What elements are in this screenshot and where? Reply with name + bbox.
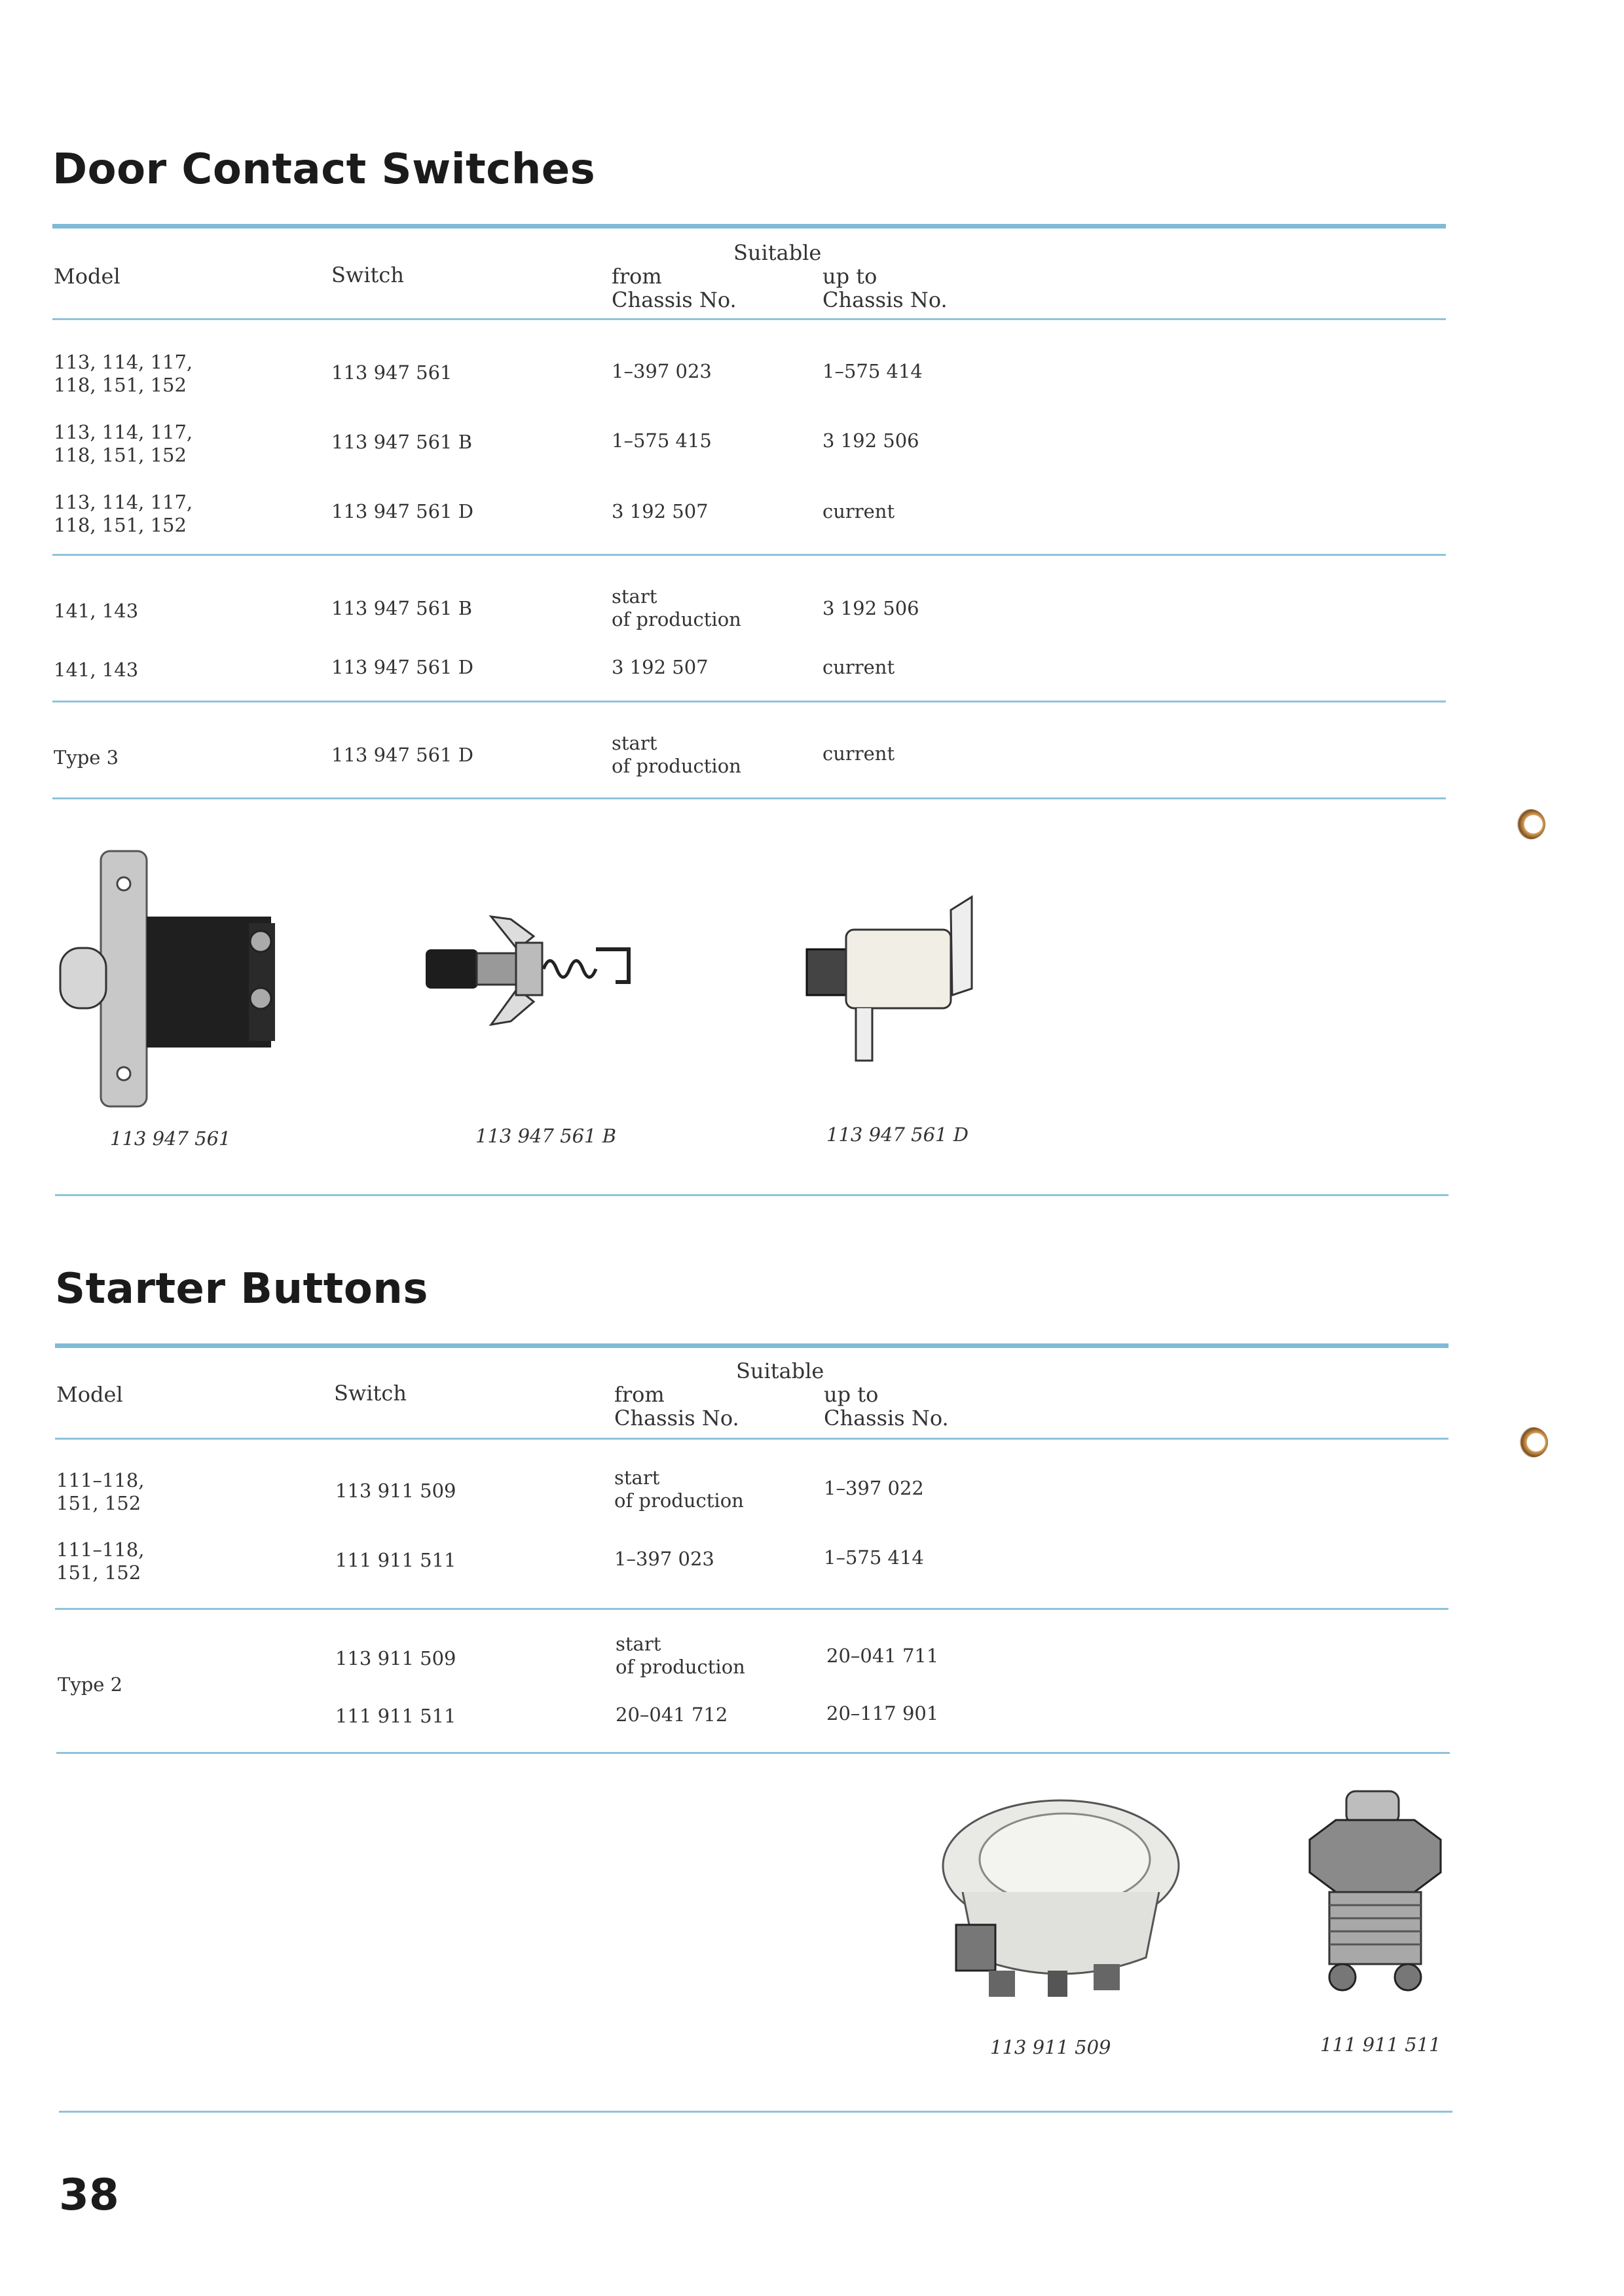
col-header-switch: Switch [334,1381,407,1406]
door-switch-561d-image [800,890,997,1074]
table-row-model [54,421,193,467]
starter-button-509-image [936,1794,1185,2010]
model-line: 118, 151, 152 [54,514,187,536]
col-header-upto-line2: Chassis No. [824,1406,949,1430]
from-line: start [612,732,657,754]
image-caption: 113 947 561 D [826,1123,969,1146]
col-header-from [612,264,737,312]
table-row-from: 20–041 712 [616,1704,728,1726]
table-row-from: 3 192 507 [612,656,709,678]
table-row-upto: 20–041 711 [826,1645,939,1667]
col-header-from-line1: from [614,1382,665,1407]
col-header-model: Model [56,1382,123,1407]
col-header-from-line2: Chassis No. [612,287,737,312]
section-title-door-contact-switches: Door Contact Switches [52,145,596,194]
col-header-suitable: Suitable [736,1358,824,1383]
table-row-upto: 1–397 022 [824,1477,924,1499]
starter-button-511-image [1297,1787,1454,2003]
col-header-from-line2: Chassis No. [614,1406,739,1430]
col-header-upto-line1: up to [824,1382,879,1407]
model-line: 118, 151, 152 [54,374,187,396]
group-divider [55,1608,1449,1610]
page-number: 38 [59,2170,119,2220]
table-row-from: 1–397 023 [614,1548,714,1570]
from-line: start [614,1467,660,1489]
from-line: of production [616,1656,745,1678]
col-header-suitable: Suitable [733,240,822,265]
from-line: of production [612,755,741,777]
table-row-upto: 3 192 506 [822,429,919,452]
table-row-switch: 111 911 511 [335,1549,456,1571]
section-divider [59,2111,1452,2113]
table-row-from: 1–575 415 [612,429,712,452]
col-header-model: Model [54,264,120,289]
header-bottom-rule [52,318,1446,320]
table-row-model [54,351,193,397]
table-row-upto: 3 192 506 [822,597,919,619]
from-line: of production [612,608,741,630]
model-line: 113, 114, 117, [54,421,193,443]
table-row-switch: 113 947 561 D [331,744,473,766]
from-line: start [612,585,657,608]
table-row-model [54,491,193,537]
table-row-upto: 1–575 414 [822,360,923,382]
col-header-upto-line2: Chassis No. [822,287,948,312]
group-divider [52,554,1446,556]
door-switch-561-image [52,845,327,1113]
table-row-switch: 113 947 561 B [331,597,473,619]
table-row-switch: 113 947 561 D [331,500,473,522]
section-title-starter-buttons: Starter Buttons [55,1265,428,1313]
table-row-switch: 113 947 561 B [331,431,473,453]
table-row-switch: 113 947 561 [331,361,452,384]
table-row-switch: 111 911 511 [335,1705,456,1727]
col-header-from-line1: from [612,264,662,289]
col-header-upto-line1: up to [822,264,877,289]
col-header-switch: Switch [331,263,404,287]
model-line: 111–118, [56,1469,145,1491]
model-line: 118, 151, 152 [54,444,187,466]
table-row-from [612,585,741,631]
model-line: 151, 152 [56,1561,141,1584]
binder-hole-icon [1515,809,1545,839]
model-line: 111–118, [56,1539,145,1561]
table-row-switch: 113 911 509 [335,1480,456,1502]
header-bottom-rule [55,1438,1449,1440]
table-row-model: 141, 143 [54,659,139,681]
model-line: 151, 152 [56,1492,141,1514]
header-top-rule [55,1343,1449,1348]
col-header-from [614,1383,739,1430]
group-divider [52,701,1446,702]
table-row-model: Type 3 [54,746,119,769]
table-row-model [56,1539,144,1584]
table-row-switch: 113 947 561 D [331,656,473,678]
image-caption: 113 911 509 [990,2036,1111,2058]
table-row-upto: current [822,500,895,522]
table-bottom-rule [56,1752,1450,1754]
model-line: 113, 114, 117, [54,491,193,513]
table-row-upto: 20–117 901 [826,1702,939,1724]
col-header-upto [824,1383,949,1430]
from-line: start [616,1633,661,1655]
table-row-upto: current [822,656,895,678]
table-bottom-rule [52,797,1446,799]
table-row-from [614,1467,744,1512]
from-line: of production [614,1489,744,1512]
image-caption: 113 947 561 B [475,1125,617,1147]
binder-hole-icon [1518,1427,1548,1457]
table-row-switch: 113 911 509 [335,1647,456,1669]
image-caption: 111 911 511 [1320,2033,1441,2056]
table-row-model: 141, 143 [54,600,139,622]
header-top-rule [52,224,1446,228]
table-row-upto: 1–575 414 [824,1546,924,1569]
section-divider [55,1194,1449,1196]
table-row-model: Type 2 [58,1673,123,1696]
table-row-from [612,732,741,778]
table-row-from: 3 192 507 [612,500,709,522]
table-row-upto: current [822,742,895,765]
table-row-from: 1–397 023 [612,360,712,382]
table-row-model [56,1469,144,1515]
model-line: 113, 114, 117, [54,351,193,373]
col-header-upto [822,264,948,312]
image-caption: 113 947 561 [110,1127,231,1150]
door-switch-561b-image [419,910,668,1041]
table-row-from [616,1633,745,1679]
